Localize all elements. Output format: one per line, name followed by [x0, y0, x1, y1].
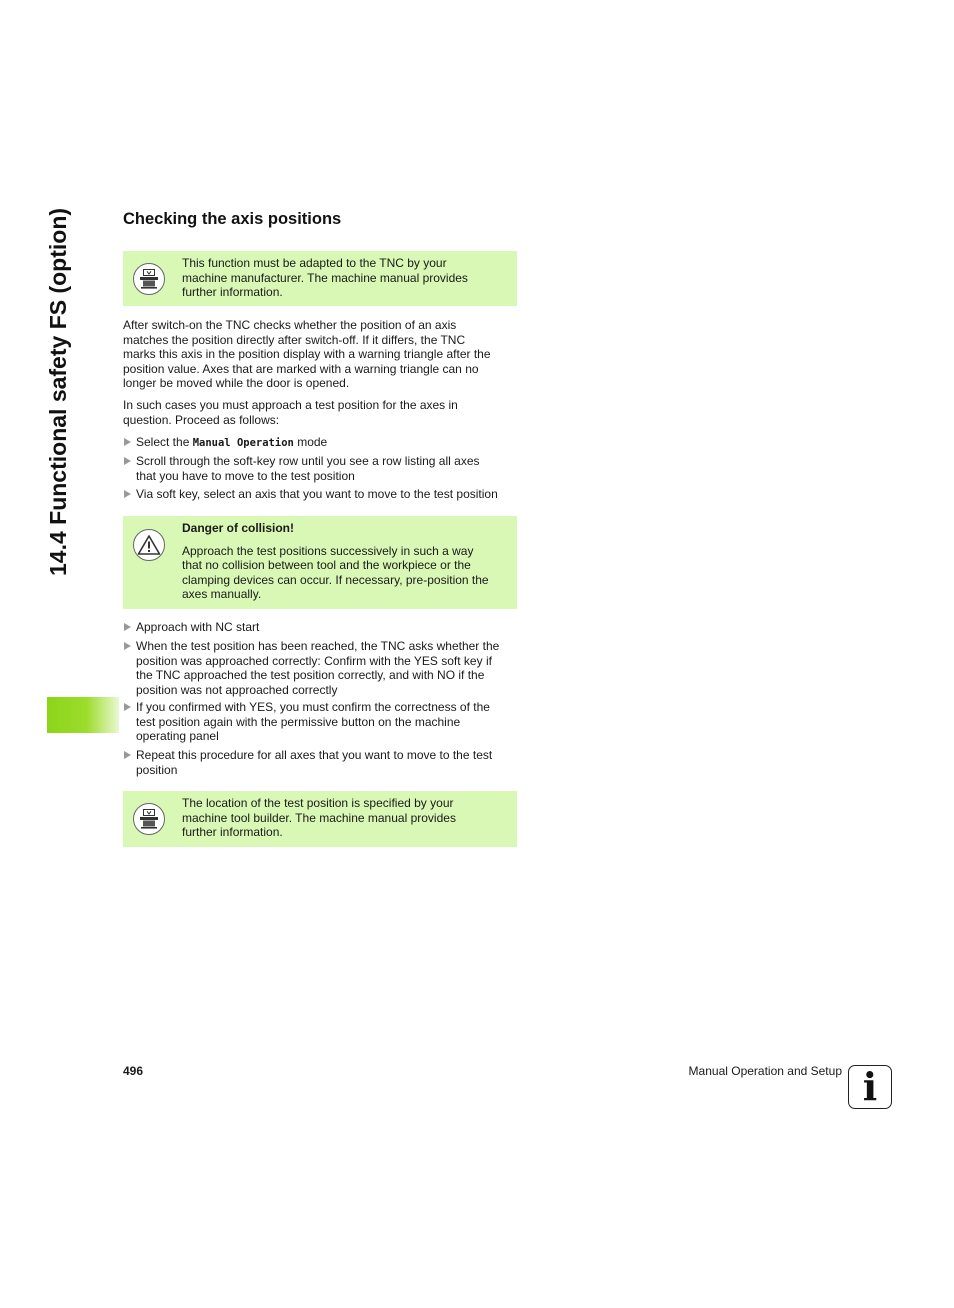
chapter-tab-marker	[47, 697, 119, 733]
text-line: position was approached correctly: Confirm with the YES soft key if	[136, 653, 492, 668]
machine-note-text	[182, 796, 512, 840]
step-bullet-icon	[124, 438, 131, 446]
text-line: longer be moved while the door is opened.	[123, 376, 350, 390]
text-line: position	[136, 762, 178, 777]
page-number: 496	[123, 1064, 144, 1078]
text-line: Approach the test positions successively in such a way	[182, 543, 474, 558]
step-bullet-icon	[124, 457, 131, 465]
text-line: question. Proceed as follows:	[123, 412, 280, 427]
info-glyph: i	[862, 1064, 878, 1109]
collision-warning-box	[123, 516, 517, 609]
step-item	[123, 620, 523, 635]
text-line: further information.	[182, 825, 283, 839]
machine-note-box	[123, 791, 517, 847]
info-icon	[848, 1065, 892, 1109]
text-line: The location of the test position is specified by your	[182, 796, 454, 810]
text-line: If you confirmed with YES, you must confirm the correctness of the	[136, 700, 490, 714]
text-line: In such cases you must approach a test position for the axes in	[123, 398, 458, 412]
text-line: machine tool builder. The machine manual provides	[182, 810, 456, 825]
warning-title: Danger of collision!	[182, 521, 295, 535]
text-line: position was not approached correctly	[136, 682, 338, 697]
step-item	[123, 700, 523, 744]
text-line: matches the position directly after switch-off. If it differs, the TNC	[123, 332, 466, 347]
mode-name: Manual Operation	[192, 437, 294, 449]
text-line: test position again with the permissive button on the machine	[136, 714, 461, 729]
text-line: Scroll through the soft-key row until you see a row listing all axes	[136, 454, 480, 468]
step-bullet-icon	[124, 642, 131, 650]
warning-text	[182, 521, 512, 602]
text-line: position value. Axes that are marked with a warning triangle can no	[123, 361, 479, 376]
text-line: marks this axis in the position display with a warning triangle after the	[123, 347, 491, 361]
procedure-paragraph	[123, 398, 521, 427]
text-line: that no collision between tool and the workpiece or the	[182, 558, 471, 572]
step-text: mode	[293, 435, 328, 449]
machine-manual-icon	[133, 803, 165, 835]
step-bullet-icon	[124, 623, 131, 631]
step-bullet-icon	[124, 703, 131, 711]
text-line: This function must be adapted to the TNC by your	[182, 256, 447, 270]
text-line: Repeat this procedure for all axes that you want to move to the test	[136, 748, 493, 762]
step-item	[123, 435, 523, 451]
warning-triangle-icon	[133, 529, 165, 561]
text-line: When the test position has been reached, the TNC asks whether the	[136, 639, 500, 653]
machine-note-box	[123, 251, 517, 306]
section-heading: Checking the axis positions	[123, 210, 342, 228]
step-item	[123, 487, 523, 502]
text-line: Approach with NC start	[136, 620, 260, 634]
step-item	[123, 454, 523, 483]
text-line: After switch-on the TNC checks whether the position of an axis	[123, 318, 457, 332]
text-line: axes manually.	[182, 587, 262, 601]
step-bullet-icon	[124, 490, 131, 498]
step-text: Select the	[136, 435, 193, 449]
step-item	[123, 748, 523, 777]
text-line: that you have to move to the test position	[136, 468, 355, 483]
text-line: further information.	[182, 285, 283, 299]
step-bullet-icon	[124, 751, 131, 759]
text-line: the TNC approached the test position correctly, and with NO if the	[136, 668, 485, 682]
text-line: machine manufacturer. The machine manual provides	[182, 270, 468, 285]
step-item	[123, 639, 523, 697]
text-line: clamping devices can occur. If necessary, pre-position the	[182, 572, 489, 587]
text-line: operating panel	[136, 729, 219, 743]
machine-manual-icon	[133, 263, 165, 295]
chapter-side-title: 14.4 Functional safety FS (option)	[45, 207, 71, 576]
text-line: Via soft key, select an axis that you want to move to the test position	[136, 487, 498, 501]
intro-paragraph	[123, 318, 521, 391]
chapter-footer: Manual Operation and Setup	[688, 1064, 842, 1078]
machine-note-text	[182, 256, 512, 300]
